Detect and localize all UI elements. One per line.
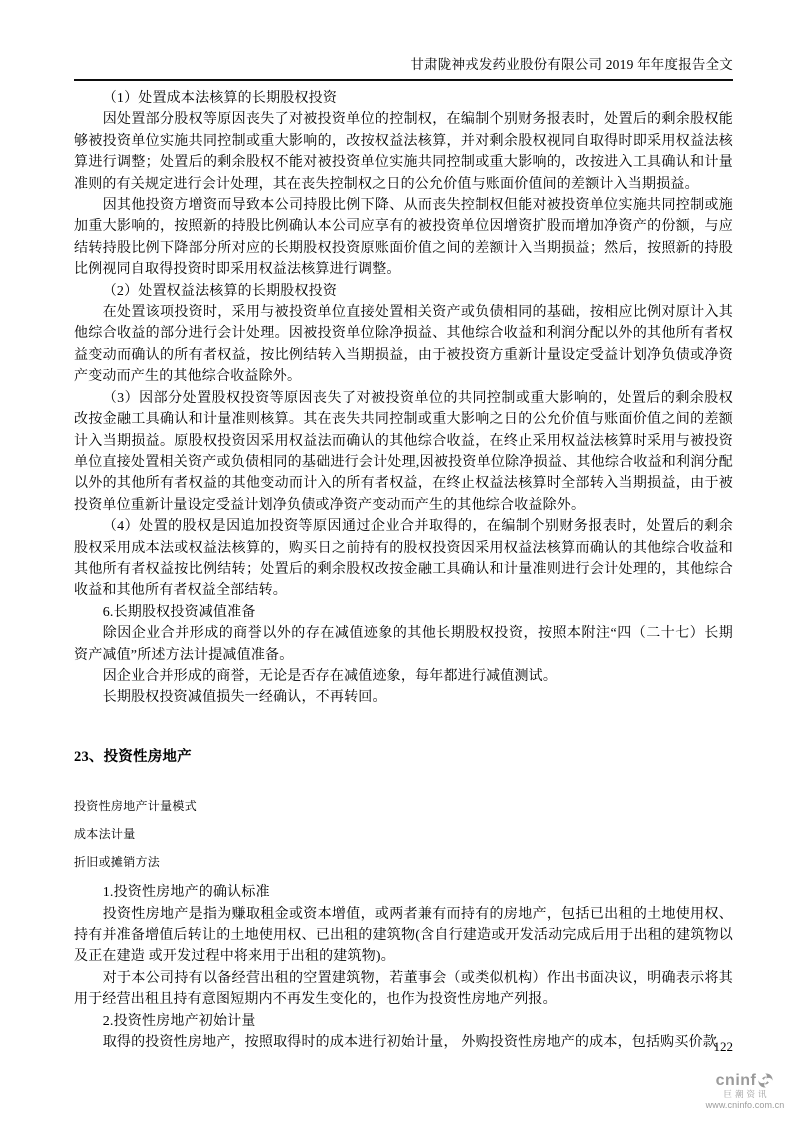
investment-property-form xyxy=(74,792,733,876)
paragraph: 长期股权投资减值损失一经确认，不再转回。 xyxy=(102,690,387,706)
section-heading-23: 23、投资性房地产 xyxy=(74,748,192,765)
paragraph: 因其他投资方增资而导致本公司持股比例下降、从而丧失控制权但能对被投资单位实施共同控制或施加重大影响的，按照新的持股比例确认本公司应享有的被投资单位因增资扩股而增加净资产的份额，与应结转持股比例下降部分所对应的长期股权投资原账面价值之间的差额计入当期损益；然后，按照新的持股比例视同自取得投资时即采用权益法核算进行调整。 xyxy=(74,198,733,278)
cninfo-brand-text: cninf xyxy=(715,1071,757,1089)
paragraph: （3）因部分处置股权投资等原因丧失了对被投资单位的共同控制或重大影响的，处置后的剩余股权改按金融工具确认和计量准则核算。其在丧失共同控制或重大影响之日的公允价值与账面价值之间的差额计入当期损益。原股权投资因采用权益法而确认的其他综合收益，在终止采用权益法核算时采用与被投资单位直接处置相关资产或负债相同的基础进行会计处理,因被投资单位除净损益、其他综合收益和利润分配以外的其他所有者权益的其他变动而计入的所有者权益，在终止权益法核算时全部转入当期损益，由于被投资单位重新计量设定受益计划净负债或净资产变动而产生的其他综合收益除外。 xyxy=(74,390,733,513)
cninfo-swirl-icon xyxy=(757,1072,774,1089)
form-field-measurement-mode: 投资性房地产计量模式 xyxy=(74,799,198,814)
form-field-cost-method: 成本法计量 xyxy=(74,827,136,842)
subsection-heading: （1）处置成本法核算的长期股权投资 xyxy=(102,91,338,106)
form-field-depreciation-method: 折旧或摊销方法 xyxy=(74,855,161,870)
paragraph: 在处置该项投资时，采用与被投资单位直接处置相关资产或负债相同的基础，按相应比例对原计入其他综合收益的部分进行会计处理。因被投资单位除净损益、其他综合收益和利润分配以外的其他所有者权益变动而确认的所有者权益，按比例结转入当期损益，由于被投资方重新计量设定受益计划净负债或净资产变动而产生的其他综合收益除外。 xyxy=(74,305,733,385)
paragraph: 对于本公司持有以备经营出租的空置建筑物，若董事会（或类似机构）作出书面决议，明确表示将其用于经营出租且持有意图短期内不再发生变化的，也作为投资性房地产列报。 xyxy=(74,970,733,1008)
paragraph: 因处置部分股权等原因丧失了对被投资单位的控制权，在编制个别财务报表时，处置后的剩余股权能够被投资单位实施共同控制或重大影响的，改按权益法核算，并对剩余股权视同自取得时即采用权益法核算进行调整；处置后的剩余股权不能对被投资单位实施共同控制或重大影响的，改按进入工具确认和计量准则的有关规定进行会计处理，其在丧失控制权之日的公允价值与账面价值间的差额计入当期损益。 xyxy=(74,112,733,192)
paragraph: 因企业合并形成的商誉，无论是否存在减值迹象，每年都进行减值测试。 xyxy=(102,668,558,684)
subsection-heading: 1.投资性房地产的确认标准 xyxy=(102,885,270,901)
subsection-heading: 2.投资性房地产初始计量 xyxy=(102,1013,256,1029)
cninfo-watermark xyxy=(700,1072,790,1110)
paragraph: 除因企业合并形成的商誉以外的存在减值迹象的其他长期股权投资，按照本附注“四（二十七）长期资产减值”所述方法计提减值准备。 xyxy=(74,626,733,663)
paragraph: 投资性房地产是指为赚取租金或资本增值，或两者兼有而持有的房地产，包括已出租的土地使用权、持有并准备增值后转让的土地使用权、已出租的建筑物(含自行建造或开发活动完成后用于出租的建筑物以及正在建造 或开发过程中将来用于出租的建筑物)。 xyxy=(74,906,733,965)
report-body xyxy=(74,88,733,1053)
paragraph: （4）处置的股权是因追加投资等原因通过企业合并取得的，在编制个别财务报表时，处置后的剩余股权采用成本法或权益法核算的，购买日之前持有的股权投资因采用权益法核算而确认的其他综合收益和其他所有者权益按比例结转；处置后的剩余股权改按金融工具确认和计量准则进行会计处理的，其他综合收益和其他所有者权益全部结转。 xyxy=(74,519,733,599)
cninfo-url: www.cninfo.com.cn xyxy=(705,1099,785,1110)
report-header-title: 甘肃陇神戎发药业股份有限公司 2019 年年度报告全文 xyxy=(74,56,733,81)
paragraph: 取得的投资性房地产，按照取得时的成本进行初始计量， 外购投资性房地产的成本，包括购买价款 xyxy=(102,1035,717,1051)
cninfo-caption: 巨潮资讯 xyxy=(723,1089,770,1099)
subsection-heading: （2）处置权益法核算的长期股权投资 xyxy=(102,283,338,299)
subsection-heading: 6.长期股权投资减值准备 xyxy=(102,604,256,620)
page-number: 122 xyxy=(713,1039,733,1054)
